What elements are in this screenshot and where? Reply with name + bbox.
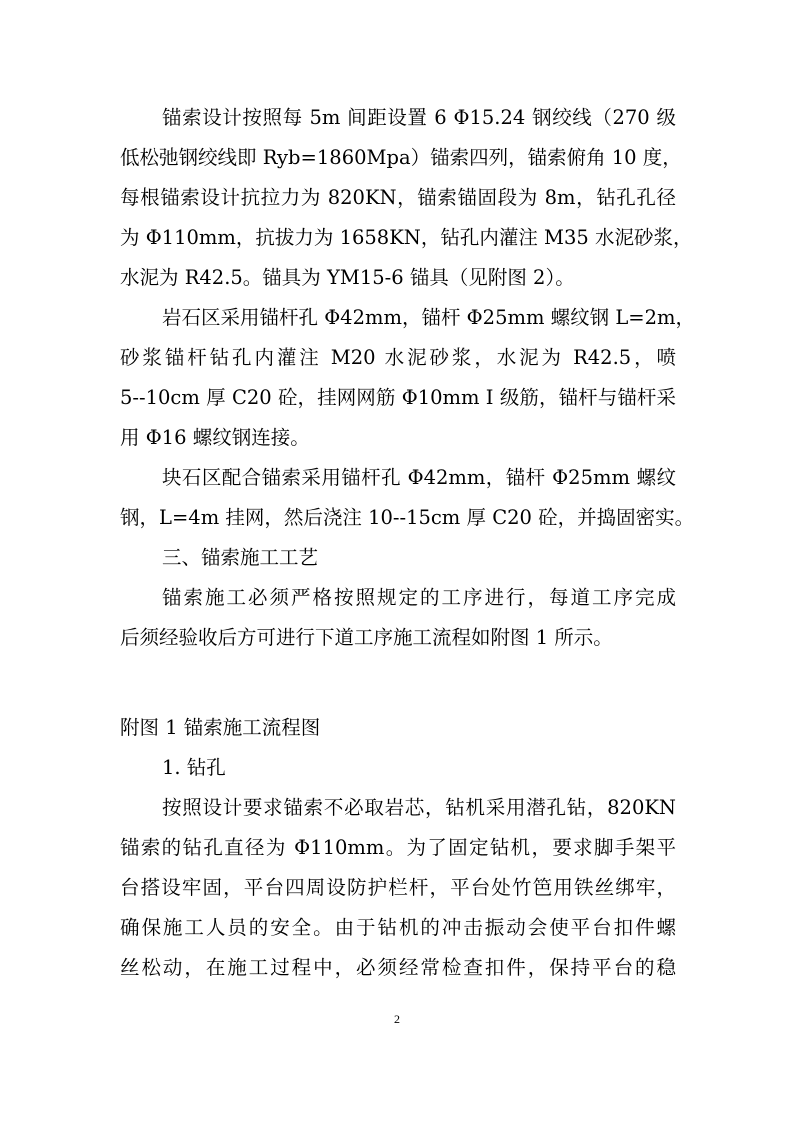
text-line: 用 Φ16 螺纹钢连接。 (120, 426, 310, 449)
text-line: 按照设计要求锚索不必取岩芯，钻机采用潜孔钻，820KN (162, 796, 676, 819)
text-line: 台搭设牢固，平台四周设防护栏杆，平台处竹笆用铁丝绑牢， (120, 876, 676, 899)
text-line: 每根锚索设计抗拉力为 820KN，锚索锚固段为 8m，钻孔孔径 (120, 186, 676, 209)
text-line: 块石区配合锚索采用锚杆孔 Φ42mm，锚杆 Φ25mm 螺纹 (162, 466, 676, 489)
figure-caption: 附图 1 锚索施工流程图 (120, 716, 321, 739)
text-line: 钢，L=4m 挂网，然后浇注 10--15cm 厚 C20 砼，并捣固密实。 (120, 506, 695, 529)
text-line: 后须经验收后方可进行下道工序施工流程如附图 1 所示。 (120, 626, 613, 649)
text-line: 岩石区采用锚杆孔 Φ42mm，锚杆 Φ25mm 螺纹钢 L=2m， (162, 306, 696, 329)
text-line: 5--10cm 厚 C20 砼，挂网网筋 Φ10mm Ⅰ 级筋，锚杆与锚杆采 (120, 386, 676, 409)
text-line: 水泥为 R42.5。锚具为 YM15-6 锚具（见附图 2）。 (120, 266, 575, 289)
text-line: 低松弛钢绞线即 Ryb=1860Mpa）锚索四列，锚索俯角 10 度， (120, 146, 682, 169)
text-line: 丝松动，在施工过程中，必须经常检查扣件，保持平台的稳 (120, 956, 676, 979)
section-heading: 三、锚索施工工艺 (162, 546, 319, 569)
text-line: 锚索施工必须严格按照规定的工序进行，每道工序完成 (162, 586, 676, 609)
text-line: 锚索设计按照每 5m 间距设置 6 Φ15.24 钢绞线（270 级 (162, 106, 676, 129)
text-line: 砂浆锚杆钻孔内灌注 M20 水泥砂浆，水泥为 R42.5，喷 (120, 346, 676, 369)
text-line: 确保施工人员的安全。由于钻机的冲击振动会使平台扣件螺 (120, 916, 676, 939)
text-line: 锚索的钻孔直径为 Φ110mm。为了固定钻机，要求脚手架平 (120, 836, 676, 859)
text-line: 为 Φ110mm，抗拔力为 1658KN，钻孔内灌注 M35 水泥砂浆， (120, 226, 693, 249)
subsection-heading: 1. 钻孔 (162, 756, 226, 779)
page-number: 2 (394, 1012, 400, 1026)
